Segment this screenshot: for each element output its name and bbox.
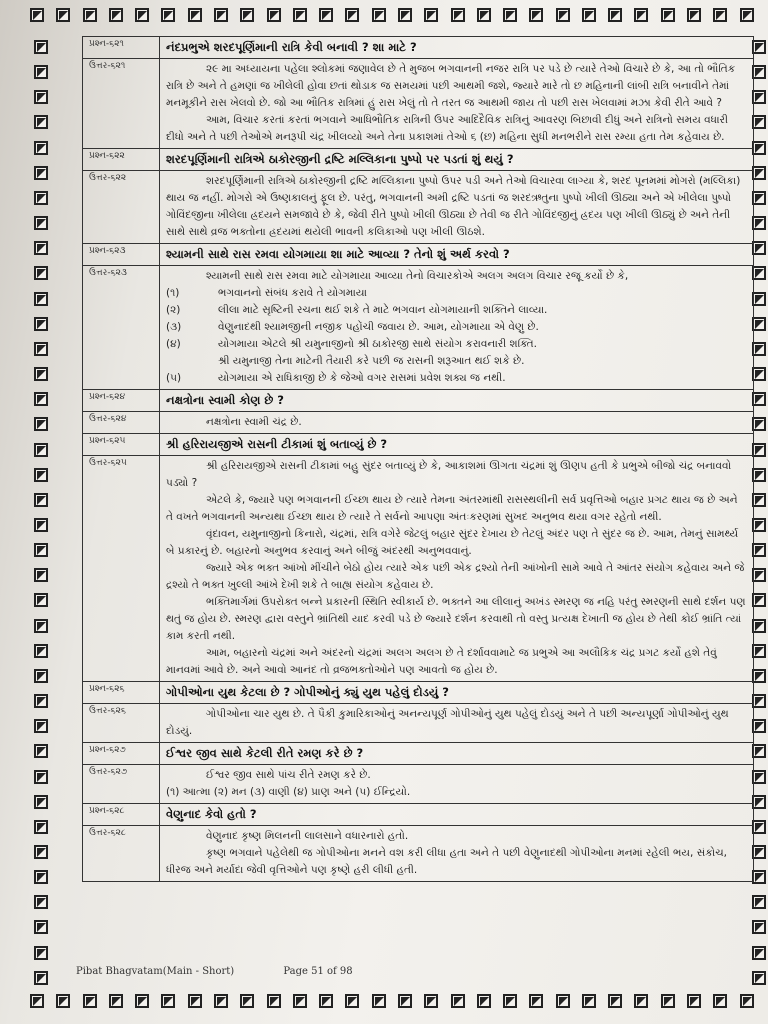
border-ornament-icon <box>752 568 766 582</box>
list-item-text: યોગમાયા એ રાધિકાજી છે કે જેઓ વગર રાસમાં પ્રવેશ શક્ય જ નથી. <box>218 372 506 384</box>
answer-enumeration: (૧) આત્મા (૨) મન (૩) વાણી (૪) પ્રાણ અને (૫) ઈન્દ્રિયો. <box>166 786 411 798</box>
border-ornament-icon <box>34 443 48 457</box>
border-ornament-icon <box>188 8 202 22</box>
border-ornament-icon <box>713 8 727 22</box>
answer-row <box>83 412 754 434</box>
footer-title: Pibat Bhagvatam(Main - Short) <box>76 966 235 977</box>
border-ornament-icon <box>34 744 48 758</box>
question-row <box>83 37 754 59</box>
border-ornament-icon <box>752 795 766 809</box>
answer-paragraph: શ્યામની સાથે રાસ રમવા માટે યોગમાયા આવ્યા તેનો વિચારકોએ અલગ અલગ વિચાર રજૂ કર્યો છે કે, <box>206 270 629 282</box>
question-row <box>83 804 754 826</box>
list-item-text: યોગમાયા એટલે શ્રી યમુનાજીનો શ્રી ઠાકોરજી સાથે સંયોગ કરાવનારી શક્તિ. <box>218 338 537 350</box>
question-row <box>83 244 754 266</box>
border-ornament-icon <box>30 8 44 22</box>
border-ornament-icon <box>34 216 48 230</box>
border-ornament-icon <box>451 8 465 22</box>
border-ornament-icon <box>752 895 766 909</box>
question-text: ઈશ્વર જીવ સાથે કેટલી રીતે રમણ કરે છે ? <box>160 743 754 765</box>
answer-paragraph: ઈશ્વર જીવ સાથે પાંચ રીતે રમણ કરે છે. <box>206 769 371 781</box>
border-ornament-icon <box>687 8 701 22</box>
question-number: પ્રશ્ન-૬૨૧ <box>83 37 160 59</box>
border-ornament-icon <box>34 367 48 381</box>
border-ornament-icon <box>608 994 622 1008</box>
border-ornament-icon <box>424 994 438 1008</box>
answer-row <box>83 59 754 149</box>
answer-paragraph: એટલે કે, જ્યારે પણ ભગવાનની ઈચ્છા થાય છે ત્યારે તેમના અંતરમાંથી રાસસ્થલીની સર્વ પ્રવૃત્તિઓ બહાર પ્રગટ થાય જ છે અને તે વખતે ભગવાનની અન્યથા ઈચ્છા થાય છે ત્યારે તે સર્વનો આપણા અંતઃકરણમાં સુખદ અનુભવ થયા વગર રહેતો નથી. <box>166 494 738 523</box>
answer-paragraph: નક્ષત્રોના સ્વામી ચંદ્ર છે. <box>206 416 302 428</box>
border-ornament-icon <box>752 115 766 129</box>
border-ornament-icon <box>398 8 412 22</box>
border-ornament-icon <box>451 994 465 1008</box>
border-ornament-icon <box>135 994 149 1008</box>
decorative-border-top <box>30 8 754 30</box>
border-ornament-icon <box>34 417 48 431</box>
answer-paragraph: શ્રી હરિરાયજીએ રાસની ટીકામાં બહુ સુંદર બતાવ્યું છે કે, આકાશમાં ઊગતા ચંદ્રમાં શું ઊણપ હતી કે પ્રભુએ બીજો ચંદ્ર બનાવવો પડ્યો ? <box>166 460 732 489</box>
answer-paragraph: શરદપૂર્ણિમાની રાત્રિએ ઠાકોરજીની દ્રષ્ટિ મલ્લિકાના પુષ્પો ઉપર પડી અને તેઓ વિચારવા લાગ્યા કે, શરદ પૂનમમાં મોગરો (મલ્લિકા) થાય જ નહીં. મોગરો એ ઉષ્ણકાલનું ફૂલ છે. પરંતુ, ભગવાનની અમી દ્રષ્ટિ પડતાં જ શરદઋતુના પુષ્પો ખીલી ઊઠ્યા અને એ ખીલેલા પુષ્પો ગોવિંદજીના ખીલેલા હ્રદયને સમજાવે છે કે, જેવી રીતે પુષ્પો ખીલી ઊઠ્યા છે તેવી જ રીતે ગોવિંદજીનું હ્રદય પણ ખીલી ઊઠ્યું છે અને તેની સાથે સાથે વ્રજ ભક્તોના હ્રદયમાં થયેલી ભાવની કલિકાઓ પણ ખીલી ઊઠશે. <box>166 175 741 238</box>
border-ornament-icon <box>752 65 766 79</box>
border-ornament-icon <box>34 845 48 859</box>
border-ornament-icon <box>752 216 766 230</box>
border-ornament-icon <box>752 292 766 306</box>
answer-list-item <box>166 285 747 302</box>
border-ornament-icon <box>34 468 48 482</box>
answer-number: ઉત્તર-૬૨૧ <box>83 59 160 149</box>
border-ornament-icon <box>34 317 48 331</box>
border-ornament-icon <box>752 493 766 507</box>
answer-text <box>160 171 754 244</box>
border-ornament-icon <box>30 994 44 1008</box>
answer-list-item <box>166 336 747 353</box>
border-ornament-icon <box>34 141 48 155</box>
question-row <box>83 434 754 456</box>
border-ornament-icon <box>752 191 766 205</box>
question-text: નંદપ્રભુએ શરદપૂર્ણિમાની રાત્રિ કેવી બનાવી ? શા માટે ? <box>160 37 754 59</box>
border-ornament-icon <box>34 593 48 607</box>
answer-row <box>83 171 754 244</box>
border-ornament-icon <box>34 40 48 54</box>
question-text: શ્રી હરિરાયજીએ રાસની ટીકામાં શું બતાવ્યું છે ? <box>160 434 754 456</box>
border-ornament-icon <box>34 266 48 280</box>
question-text: શરદપૂર્ણિમાની રાત્રિએ ઠાકોરજીની દ્રષ્ટિ મલ્લિકાના પુષ્પો પર પડતાં શું થયું ? <box>160 149 754 171</box>
border-ornament-icon <box>34 518 48 532</box>
border-ornament-icon <box>56 994 70 1008</box>
answer-text <box>160 765 754 804</box>
border-ornament-icon <box>34 65 48 79</box>
border-ornament-icon <box>752 40 766 54</box>
answer-row <box>83 456 754 682</box>
border-ornament-icon <box>319 994 333 1008</box>
answer-row <box>83 826 754 882</box>
list-item-text: ભગવાનનો સંબંધ કરાવે તે યોગમાયા <box>218 287 367 299</box>
border-ornament-icon <box>752 141 766 155</box>
border-ornament-icon <box>34 619 48 633</box>
border-ornament-icon <box>34 241 48 255</box>
answer-paragraph: આમ, બહારનો ચંદ્રમાં અને અંદરનો ચંદ્રમાં અલગ અલગ છે તે દર્શાવવામાટે જ પ્રભુએ આ અલૌકિક ચંદ્ર પ્રગટ કર્યો હશે તેવું માનવમાં આવે છે. અને આવો આનંદ તો વ્રજભક્તોઓને પણ આવતો જ હોય છે. <box>166 647 717 676</box>
border-ornament-icon <box>83 8 97 22</box>
list-item-text: વેણુનાદથી શ્યામજીની નજીક પહોંચી જવાય છે. આમ, યોગમાયા એ વેણુ છે. <box>218 321 539 333</box>
question-text: વેણુનાદ કેવો હતો ? <box>160 804 754 826</box>
question-number: પ્રશ્ન-૬૨૩ <box>83 244 160 266</box>
answer-list-item <box>166 370 747 387</box>
border-ornament-icon <box>740 994 754 1008</box>
border-ornament-icon <box>34 770 48 784</box>
question-row <box>83 682 754 704</box>
question-row <box>83 149 754 171</box>
question-number: પ્રશ્ન-૬૨૬ <box>83 682 160 704</box>
page-footer <box>76 966 399 977</box>
border-ornament-icon <box>34 342 48 356</box>
border-ornament-icon <box>752 317 766 331</box>
answer-paragraph: વેણુનાદ કૃષ્ણ મિલનની લાલસાને વધારનારો હતો. <box>206 830 409 842</box>
answer-number: ઉત્તર-૬૨૨ <box>83 171 160 244</box>
border-ornament-icon <box>556 8 570 22</box>
answer-number: ઉત્તર-૬૨૬ <box>83 704 160 743</box>
border-ornament-icon <box>477 8 491 22</box>
border-ornament-icon <box>83 994 97 1008</box>
border-ornament-icon <box>34 946 48 960</box>
decorative-border-left <box>34 40 54 985</box>
border-ornament-icon <box>372 994 386 1008</box>
border-ornament-icon <box>345 994 359 1008</box>
question-row <box>83 743 754 765</box>
border-ornament-icon <box>752 518 766 532</box>
border-ornament-icon <box>398 994 412 1008</box>
border-ornament-icon <box>752 417 766 431</box>
border-ornament-icon <box>372 8 386 22</box>
answer-paragraph: આમ, વિચાર કરતાં કરતાં ભગવાને આધિભૌતિક રાત્રિની ઉપર આદિદૈવિક રાત્રિનું આવરણ બિછાવી દીધું અને રાત્રિનો સમય વધારી દીધો અને તે પછી તેઓએ મનરૂપી ચંદ્ર ખીલવ્યો અને તેના પ્રકાશમાં તેઓ ૬ (છ) મહિના સુધી મનભરીને રાસ રમ્યા હતા તેમ કહેવાય છે. <box>166 114 728 143</box>
question-text: ગોપીઓના યુથ કેટલા છે ? ગોપીઓનું ક્યું યુથ પહેલું દોડયું ? <box>160 682 754 704</box>
border-ornament-icon <box>529 994 543 1008</box>
border-ornament-icon <box>267 994 281 1008</box>
border-ornament-icon <box>752 266 766 280</box>
border-ornament-icon <box>752 719 766 733</box>
answer-paragraph: ભક્તિમાર્ગમાં ઉપરોક્ત બન્ને પ્રકારની સ્થિતિ સ્વીકાર્ય છે. ભક્તને આ લીલાનું અખંડ સ્મરણ જ નહિ પરંતુ સ્મરણની સાથે દર્શન પણ થતું જ હોય છે. સ્મરણ દ્વારા વસ્તુને ભ્રાંતિથી યાદ કરવી પડે છે જ્યારે દર્શન કરવાથી તો વસ્તુ પ્રત્યક્ષ દેખાતી જ હોય છે તેથી કોઈ ભ્રાંતિ ત્યાં કામ કરતી નથી. <box>166 596 746 642</box>
border-ornament-icon <box>34 895 48 909</box>
border-ornament-icon <box>556 994 570 1008</box>
border-ornament-icon <box>56 8 70 22</box>
border-ornament-icon <box>34 392 48 406</box>
border-ornament-icon <box>161 8 175 22</box>
border-ornament-icon <box>752 367 766 381</box>
border-ornament-icon <box>752 241 766 255</box>
border-ornament-icon <box>752 342 766 356</box>
border-ornament-icon <box>752 644 766 658</box>
answer-paragraph: વૃંદાવન, યમુનાજીનો કિનારો, ચંદ્રમાં, રાત્રિ વગેરે જેટલું બહાર સુંદર દેખાય છે તેટલું અંદર પણ તે સુંદર જ છે. આમ, તેમનું સામર્થ્ય બે પ્રકારનું છે. બહારનો અનુભવ કરવાનું અને બીજું અંદરથી અનુભવવાનું. <box>166 528 739 557</box>
border-ornament-icon <box>34 870 48 884</box>
border-ornament-icon <box>661 8 675 22</box>
qa-table <box>82 36 754 882</box>
border-ornament-icon <box>267 8 281 22</box>
border-ornament-icon <box>661 994 675 1008</box>
answer-list-item <box>166 353 747 370</box>
border-ornament-icon <box>752 870 766 884</box>
list-item-number <box>166 353 218 370</box>
border-ornament-icon <box>34 543 48 557</box>
border-ornament-icon <box>752 619 766 633</box>
border-ornament-icon <box>293 994 307 1008</box>
border-ornament-icon <box>713 994 727 1008</box>
border-ornament-icon <box>477 994 491 1008</box>
border-ornament-icon <box>752 443 766 457</box>
border-ornament-icon <box>34 669 48 683</box>
answer-list-item <box>166 302 747 319</box>
answer-number: ઉત્તર-૬૨૩ <box>83 266 160 390</box>
answer-row <box>83 266 754 390</box>
border-ornament-icon <box>34 644 48 658</box>
question-number: પ્રશ્ન-૬૨૮ <box>83 804 160 826</box>
border-ornament-icon <box>34 694 48 708</box>
border-ornament-icon <box>752 946 766 960</box>
border-ornament-icon <box>752 468 766 482</box>
border-ornament-icon <box>503 8 517 22</box>
border-ornament-icon <box>34 292 48 306</box>
list-item-number: (૩) <box>166 321 182 333</box>
border-ornament-icon <box>240 8 254 22</box>
answer-list-item <box>166 319 747 336</box>
border-ornament-icon <box>34 90 48 104</box>
border-ornament-icon <box>34 971 48 985</box>
list-item-number: (૧) <box>166 287 180 299</box>
decorative-border-bottom <box>30 994 754 1016</box>
border-ornament-icon <box>34 191 48 205</box>
question-text: નક્ષત્રોના સ્વામી કોણ છે ? <box>160 390 754 412</box>
border-ornament-icon <box>752 543 766 557</box>
border-ornament-icon <box>752 845 766 859</box>
question-row <box>83 390 754 412</box>
answer-row <box>83 704 754 743</box>
answer-text <box>160 456 754 682</box>
border-ornament-icon <box>582 8 596 22</box>
border-ornament-icon <box>752 770 766 784</box>
border-ornament-icon <box>34 719 48 733</box>
border-ornament-icon <box>634 8 648 22</box>
border-ornament-icon <box>752 694 766 708</box>
border-ornament-icon <box>293 8 307 22</box>
border-ornament-icon <box>240 994 254 1008</box>
border-ornament-icon <box>752 90 766 104</box>
border-ornament-icon <box>34 795 48 809</box>
border-ornament-icon <box>752 920 766 934</box>
border-ornament-icon <box>135 8 149 22</box>
border-ornament-icon <box>34 493 48 507</box>
list-item-number: (૫) <box>166 372 182 384</box>
border-ornament-icon <box>319 8 333 22</box>
answer-row <box>83 765 754 804</box>
border-ornament-icon <box>752 971 766 985</box>
border-ornament-icon <box>608 8 622 22</box>
answer-text <box>160 704 754 743</box>
border-ornament-icon <box>752 820 766 834</box>
border-ornament-icon <box>752 593 766 607</box>
border-ornament-icon <box>752 392 766 406</box>
decorative-border-right <box>752 40 768 985</box>
border-ornament-icon <box>529 8 543 22</box>
answer-text <box>160 59 754 149</box>
answer-number: ઉત્તર-૬૨૫ <box>83 456 160 682</box>
border-ornament-icon <box>582 994 596 1008</box>
border-ornament-icon <box>188 994 202 1008</box>
border-ornament-icon <box>109 8 123 22</box>
answer-text <box>160 266 754 390</box>
list-item-number: (૪) <box>166 338 181 350</box>
answer-paragraph: ગોપીઓના ચાર યુથ છે. તે પૈકી કુમારિકાઓનું અનન્યપૂર્ણ ગોપીઓનું યુથ પહેલું દોડયું અને તે પછી અન્યપૂર્ણા ગોપીઓનું યુથ દોડયું. <box>166 708 729 737</box>
question-number: પ્રશ્ન-૬૨૭ <box>83 743 160 765</box>
question-text: શ્યામની સાથે રાસ રમવા યોગમાયા શા માટે આવ્યા ? તેનો શું અર્થ કરવો ? <box>160 244 754 266</box>
border-ornament-icon <box>740 8 754 22</box>
border-ornament-icon <box>34 166 48 180</box>
border-ornament-icon <box>161 994 175 1008</box>
question-number: પ્રશ્ન-૬૨૨ <box>83 149 160 171</box>
answer-number: ઉત્તર-૬૨૪ <box>83 412 160 434</box>
list-item-text: શ્રી યમુનાજી તેના માટેની તૈયારી કરે પછી જ રાસની શરૂઆત થઈ શકે છે. <box>218 355 525 367</box>
answer-text <box>160 412 754 434</box>
border-ornament-icon <box>34 115 48 129</box>
answer-number: ઉત્તર-૬૨૭ <box>83 765 160 804</box>
border-ornament-icon <box>503 994 517 1008</box>
answer-paragraph: જ્યારે એક ભક્ત આંખો મીંચીને બેઠો હોય ત્યારે એક પછી એક દ્રશ્યો તેની આંખોની સામે આવે તે આંતર સંયોગ કહેવાય અને જે દ્રશ્યો તે ભક્ત ખુલ્લી આંખે દેખી શકે તે બાહ્ય સંયોગ કહેવાય છે. <box>166 562 745 591</box>
list-item-text: લીલા માટે સૃષ્ટિની રચના થઈ શકે તે માટે ભગવાન યોગમાયાની શક્તિને લાવ્યા. <box>218 304 548 316</box>
border-ornament-icon <box>752 669 766 683</box>
list-item-number: (૨) <box>166 304 181 316</box>
question-number: પ્રશ્ન-૬૨૪ <box>83 390 160 412</box>
border-ornament-icon <box>34 820 48 834</box>
border-ornament-icon <box>634 994 648 1008</box>
answer-paragraph: કૃષ્ણ ભગવાને પહેલેથી જ ગોપીઓના મનને વશ કરી લીધા હતા અને તે પછી વેણુનાદથી ગોપીઓના મનમાં રહેલી ભય, સંકોચ, ધીરજ અને મર્યાદા જેવી વૃત્તિઓને પણ કૃષ્ણે હરી લીધી હતી. <box>166 847 727 876</box>
border-ornament-icon <box>214 994 228 1008</box>
border-ornament-icon <box>424 8 438 22</box>
border-ornament-icon <box>752 744 766 758</box>
border-ornament-icon <box>687 994 701 1008</box>
border-ornament-icon <box>345 8 359 22</box>
question-number: પ્રશ્ન-૬૨૫ <box>83 434 160 456</box>
border-ornament-icon <box>109 994 123 1008</box>
answer-text <box>160 826 754 882</box>
answer-paragraph: ૨૯ મા અધ્યાયના પહેલા શ્લોકમાં જણાવેલ છે તે મુજબ ભગવાનની નજર રાત્રિ પર પડે છે ત્યારે તેઓ વિચારે છે કે, આ તો ભૌતિક રાત્રિ છે અને તે હમણાં જ ખીલેલી હોવા છતાં થોડાક જ સમયમાં પછી આથમી જશે, જ્યારે મારે તો છ મહિનાની લાંબી રાત્રિ બનાવીને તેમાં મનમૂકીને રાસ ખેલવો છે. જો આ ભૌતિક રાત્રિમાં હું રાસ ખેલું તો તે તરત જ આથમી જાય તો પછી રાસ ખેલવામાં મઝા કેવી રીતે આવે ? <box>166 63 736 109</box>
border-ornament-icon <box>214 8 228 22</box>
answer-number: ઉત્તર-૬૨૮ <box>83 826 160 882</box>
border-ornament-icon <box>34 568 48 582</box>
footer-page-number: Page 51 of 98 <box>283 966 353 977</box>
border-ornament-icon <box>34 920 48 934</box>
border-ornament-icon <box>752 166 766 180</box>
